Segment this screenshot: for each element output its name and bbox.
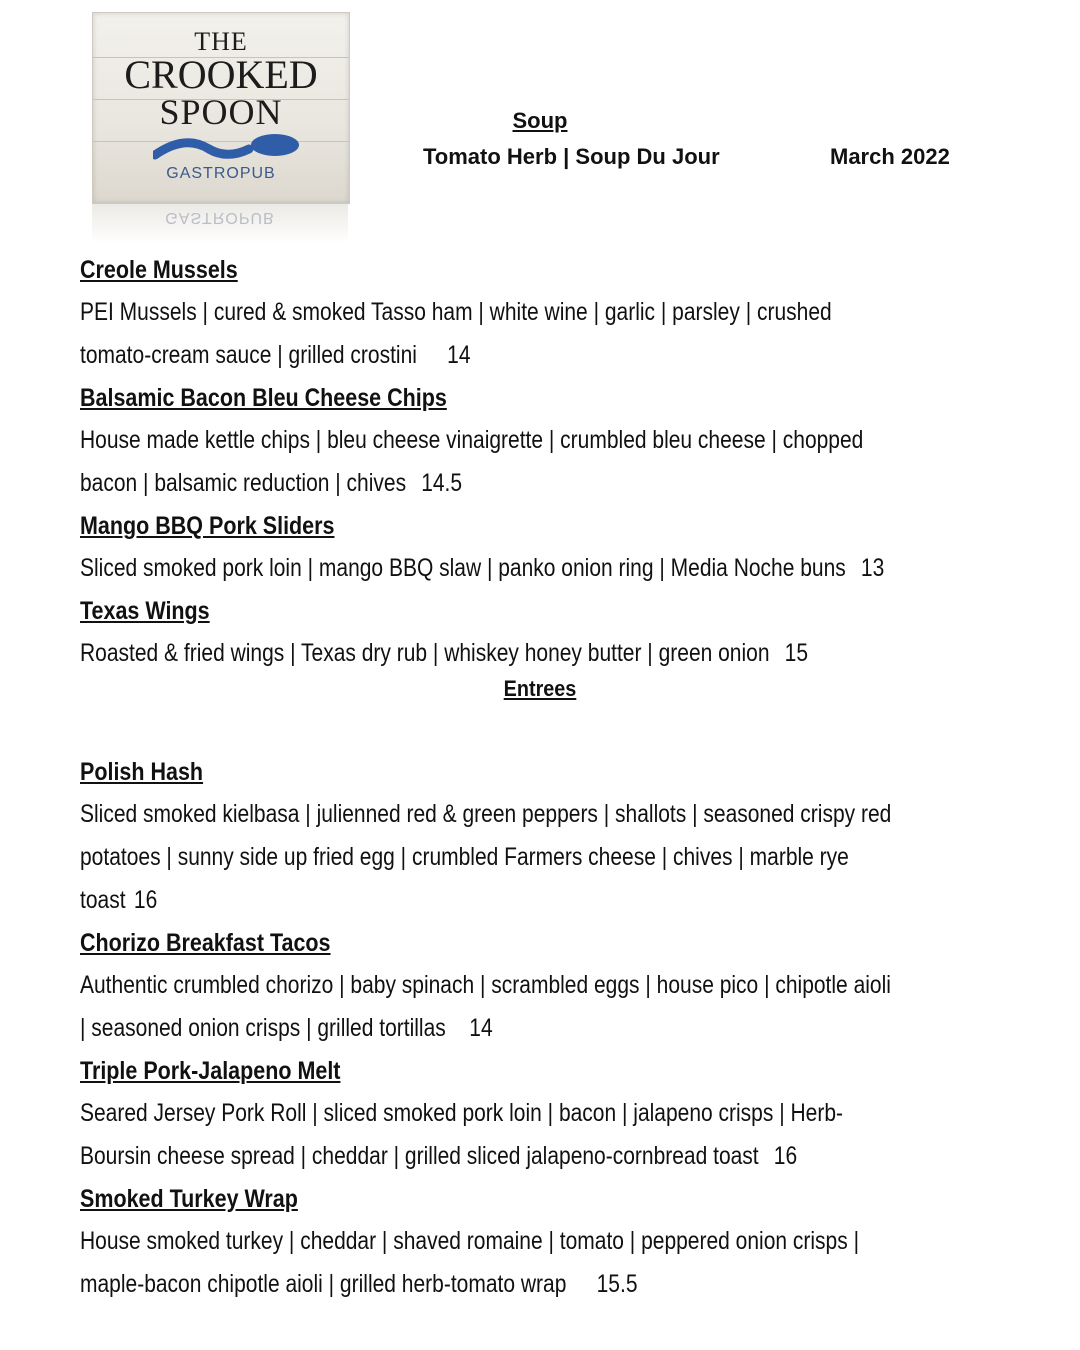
menu-item-balsamic-bacon-chips (80, 377, 1015, 505)
menu-item-polish-hash (80, 751, 1015, 922)
logo-line-crooked: CROOKED (124, 52, 318, 97)
item-price: 15.5 (596, 1270, 638, 1298)
item-description (80, 419, 1012, 505)
description-text: Sliced smoked pork loin | mango BBQ slaw | panko onion ring | Media Noche buns (80, 554, 846, 582)
menu-item-creole-mussels (80, 249, 1015, 377)
item-description (80, 964, 1012, 1050)
restaurant-logo (92, 12, 348, 244)
logo-reflection (92, 204, 348, 244)
description-text: bacon | balsamic reduction | chives (80, 469, 407, 497)
description-line: PEI Mussels | cured & smoked Tasso ham | white wine | garlic | parsley | crushed (80, 298, 832, 326)
description-line: House made kettle chips | bleu cheese vinaigrette | crumbled bleu cheese | chopped (80, 426, 864, 454)
item-price: 16 (133, 886, 158, 914)
description-line (80, 1135, 1012, 1178)
description-line: House smoked turkey | cheddar | shaved romaine | tomato | peppered onion crisps | (80, 1227, 860, 1255)
item-title: Polish Hash (80, 758, 204, 786)
logo-reflection-text: GASTROPUB (165, 209, 275, 226)
description-line: Seared Jersey Pork Roll | sliced smoked pork loin | bacon | jalapeno crisps | Herb- (80, 1099, 843, 1127)
item-title: Creole Mussels (80, 256, 238, 284)
description-line (80, 879, 1012, 922)
logo-board (92, 12, 350, 204)
item-price: 14 (447, 341, 471, 369)
item-title: Texas Wings (80, 597, 210, 625)
menu-item-chorizo-tacos (80, 922, 1015, 1050)
menu-date: March 2022 (830, 144, 950, 169)
description-line (80, 547, 1012, 590)
item-price: 15 (784, 639, 809, 667)
item-price: 14.5 (421, 469, 463, 497)
description-line (80, 1263, 1012, 1306)
menu-item-mango-bbq-sliders (80, 505, 1015, 590)
item-description (80, 1220, 1012, 1306)
description-text: | seasoned onion crisps | grilled tortillas (80, 1014, 446, 1042)
description-line (80, 632, 1012, 675)
description-line: Authentic crumbled chorizo | baby spinach | scrambled eggs | house pico | chipotle aioli (80, 971, 891, 999)
description-text: Roasted & fried wings | Texas dry rub | whiskey honey butter | green onion (80, 639, 770, 667)
item-price: 13 (860, 554, 885, 582)
entrees-section (80, 751, 1015, 1306)
description-text: tomato-cream sauce | grilled crostini (80, 341, 417, 369)
menu-item-texas-wings (80, 590, 1015, 675)
item-description (80, 793, 1012, 922)
menu-item-triple-pork-melt (80, 1050, 1015, 1178)
description-line (80, 334, 1012, 377)
logo-tagline: GASTROPUB (166, 165, 276, 182)
item-description (80, 547, 1012, 590)
logo-line-the: THE (194, 27, 248, 56)
description-text: maple-bacon chipotle aioli | grilled herb-tomato wrap (80, 1270, 567, 1298)
description-line (80, 1007, 1012, 1050)
item-price: 16 (773, 1142, 798, 1170)
item-price: 14 (469, 1014, 493, 1042)
logo-line-spoon: SPOON (159, 92, 283, 132)
menu-item-smoked-turkey-wrap (80, 1178, 1015, 1306)
description-line (80, 462, 1012, 505)
spoon-icon (153, 131, 303, 165)
description-line: potatoes | sunny side up fried egg | crumbled Farmers cheese | chives | marble rye (80, 843, 849, 871)
item-description (80, 1092, 1012, 1178)
description-text: Boursin cheese spread | cheddar | grilled sliced jalapeno-cornbread toast (80, 1142, 759, 1170)
item-title: Chorizo Breakfast Tacos (80, 929, 331, 957)
entrees-heading: Entrees (503, 676, 577, 701)
appetizers-section (80, 249, 1015, 675)
description-text: toast (80, 886, 126, 914)
soup-heading: Soup (512, 108, 568, 133)
item-title: Mango BBQ Pork Sliders (80, 512, 335, 540)
item-title: Balsamic Bacon Bleu Cheese Chips (80, 384, 447, 412)
description-line: Sliced smoked kielbasa | julienned red & green peppers | shallots | seasoned crispy red (80, 800, 892, 828)
item-description (80, 632, 1012, 675)
soup-items: Tomato Herb | Soup Du Jour (423, 144, 720, 169)
item-title: Triple Pork-Jalapeno Melt (80, 1057, 341, 1085)
item-description (80, 291, 1012, 377)
item-title: Smoked Turkey Wrap (80, 1185, 298, 1213)
